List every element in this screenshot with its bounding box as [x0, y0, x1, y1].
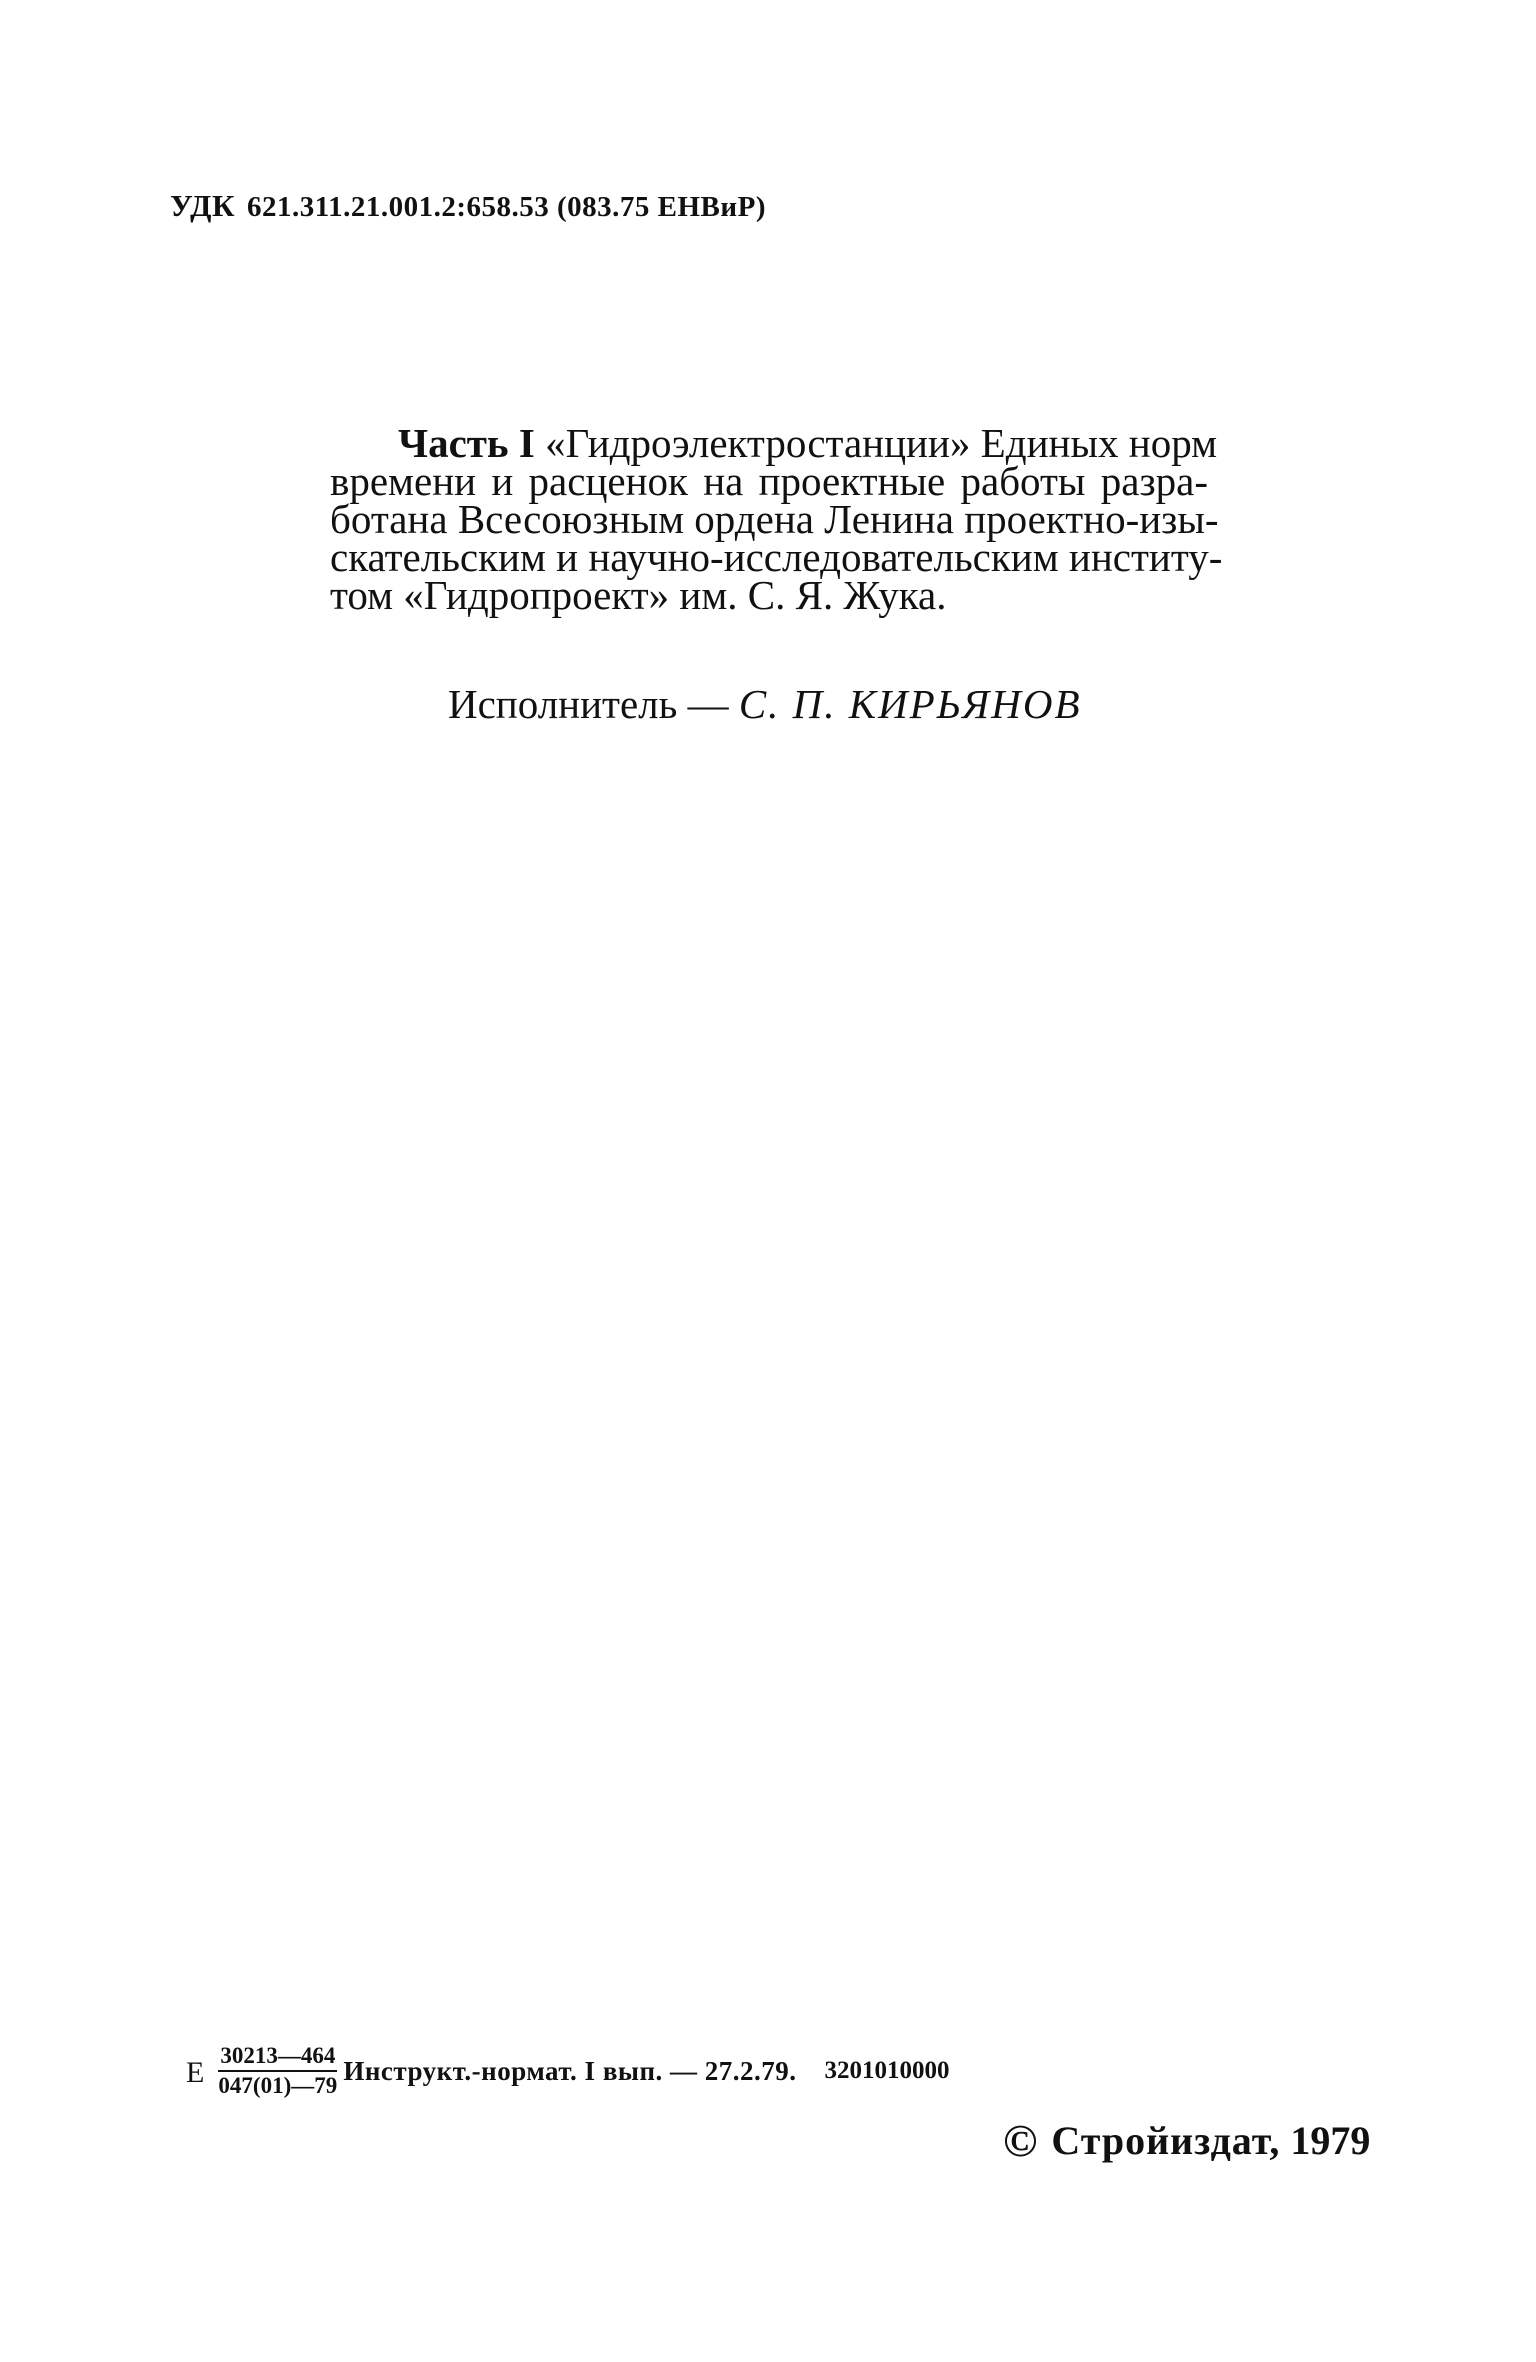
imprint-denominator: 047(01)—79	[218, 2073, 338, 2098]
credits-line: скательским и научно-исследовательским институ-	[330, 534, 1223, 580]
imprint-prefix: Е	[186, 2056, 205, 2089]
imprint-fraction	[218, 2043, 337, 2099]
executor-label: Исполнитель —	[448, 681, 739, 727]
credits-line: том «Гидропроект» им. С. Я. Жука.	[330, 572, 947, 618]
udk-label: УДК	[170, 188, 235, 223]
copyright-notice	[1003, 2114, 1370, 2167]
imprint-numerator: 30213—464	[218, 2043, 337, 2072]
udk-classification	[170, 188, 766, 224]
credits-line-text: «Гидроэлектростанции» Единых норм	[534, 420, 1218, 466]
publication-imprint	[186, 2036, 950, 2106]
executor-line	[448, 680, 1082, 728]
credits-line: времени и расценок на проектные работы разра-	[330, 458, 1208, 504]
credits-line	[330, 420, 1218, 466]
part-label: Часть I	[398, 420, 535, 466]
imprint-code: 3201010000	[824, 2057, 950, 2084]
publisher-name: Стройиздат,	[1051, 2118, 1281, 2163]
credits-line: ботана Всесоюзным ордена Ленина проектно-изы-	[330, 496, 1219, 542]
copyright-icon: ©	[1003, 2115, 1038, 2166]
imprint-info: Инструкт.-нормат. I вып. — 27.2.79.	[343, 2055, 797, 2086]
publication-year: 1979	[1290, 2118, 1371, 2163]
executor-name: С. П. КИРЬЯНОВ	[738, 681, 1082, 727]
udk-code: 621.311.21.001.2:658.53 (083.75 ЕНВиР)	[246, 191, 766, 223]
authorship-paragraph	[330, 420, 1223, 618]
